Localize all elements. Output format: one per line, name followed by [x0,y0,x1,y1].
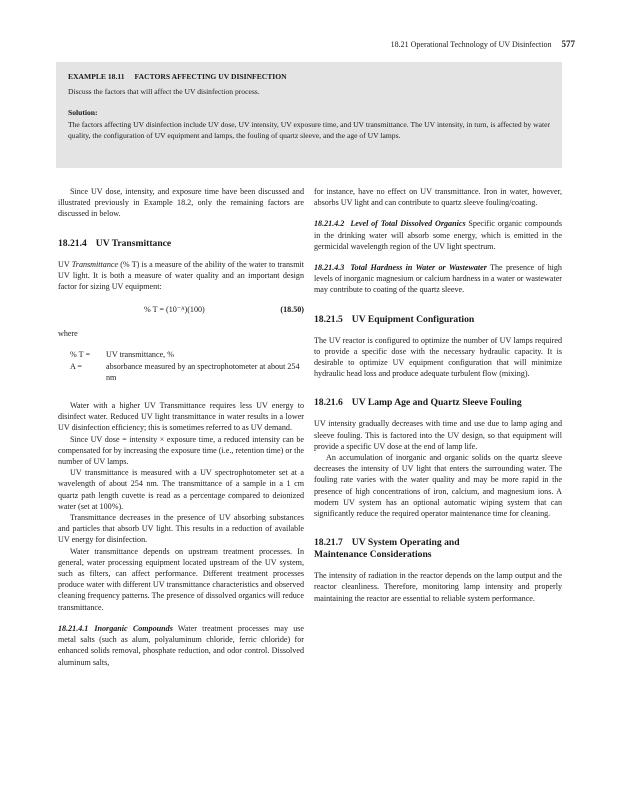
section-title: UV Equipment Configuration [351,313,475,325]
solution-label: Solution: [68,107,98,117]
section-heading-18-21-7 [314,537,562,561]
example-label: EXAMPLE 18.11 [68,72,125,81]
section-number: 18.21.7 [314,537,343,549]
subsection-18-21-4-3 [314,262,562,296]
text-run: (% T) is a measure of the ability of the water to transmit UV light. It is both a measure of water quality and an important design factor for sizing UV equipment: [58,259,304,292]
subsection-heading [314,263,487,272]
subsection-text: Specific organic compounds in the drinking water will absorb some energy, which is emitted in the germicidal wavelength region of the UV light spectrum. [314,219,562,251]
section-title: UV Lamp Age and Quartz Sleeve Fouling [351,397,522,409]
example-heading: FACTORS AFFECTING UV DISINFECTION [134,72,287,81]
paragraph: The UV reactor is configured to optimize the number of UV lamps required to provide a specific dose with the necessary hydraulic capacity. It is desirable to optimize UV equipment configuration that will minimize hydraulic head loss and produce adequate turbulent flow (mixing). [314,335,562,379]
example-question: Discuss the factors that will affect the UV disinfection process. [68,87,260,97]
continued-paragraph: for instance, have no effect on UV transmittance. Iron in water, however, absorbs UV light and can contribute to quartz sleeve fouling/coating. [314,187,562,208]
subsection-title: Level of Total Dissolved Organics [350,219,466,229]
subsection-text: Water treatment processes may use metal salts (such as alum, polyaluminum chloride, ferric chloride) for enhanced solids removal, phosphate reduction, and odor control. Dissolved aluminum salts, [58,623,304,667]
paragraph: Water transmittance depends on upstream treatment processes. In general, water processing equipment located upstream of the UV system, such as filters, can affect performance. Different treatment processes produce water with different UV transmittance characteristics and observed cleaning frequency patterns. The presence of dissolved organics will reduce transmittance. [58,546,304,612]
subsection-title: Total Hardness in Water or Wastewater [350,263,487,273]
paragraph: UV transmittance is measured with a UV spectrophotometer set at a wavelength of about 254 nm. The transmittance of a sample in a 1 cm quartz path length cuvette is read as a percentage compared to deionized water (set at 100%). [58,468,304,511]
equation-text: % T = (10⁻ᴬ)(100) [144,305,205,315]
intro-paragraph: Since UV dose, intensity, and exposure time have been discussed and illustrated previously in Example 18.2, only the remaining factors are discussed in below. [58,187,304,219]
subsection-heading [58,624,173,633]
section-number: 18.21.6 [314,397,343,409]
right-column [314,186,562,604]
subsection-18-21-4-2 [314,218,562,252]
subsection-title: Inorganic Compounds [94,623,173,633]
subsection-number: 18.21.4.2 [314,219,345,229]
equation-18-50 [58,304,304,318]
paragraph: Transmittance decreases in the presence of UV absorbing substances and particles that absorb UV light. This results in a reduction of available UV energy for disinfection. [58,513,304,545]
subsection-number: 18.21.4.1 [58,623,89,633]
paragraph: Since UV dose = intensity × exposure time, a reduced intensity can be compensated for by increasing the exposure time (i.e., retention time) or the number of UV lamps. [58,434,304,467]
section-title-continued: Maintenance Considerations [314,549,432,561]
page-number: 577 [561,39,575,49]
subsection-18-21-4-1 [58,623,304,668]
section-heading-18-21-4 [58,238,304,250]
section-title: UV System Operating and [351,537,460,549]
emphasis-term: Transmittance [71,259,119,269]
running-title: 18.21 Operational Technology of UV Disinfection [390,40,552,49]
variable-definition: absorbance measured by an spectrophotometer at about 254 nm [106,361,300,382]
variable-symbol: A = [70,361,82,371]
variable-item [70,349,304,360]
paragraph: The intensity of radiation in the reactor depends on the lamp output and the reactor cleanliness. Therefore, monitoring lamp intensity and properly maintaining the reactor are essential to reliable system performance. [314,571,562,603]
variable-item [70,361,304,383]
paragraph: UV intensity gradually decreases with time and use due to lamp aging and sleeve fouling. This is factored into the UV design, so that equipment will provide a specific UV dose at the end of lamp life. [314,419,562,451]
section-number: 18.21.5 [314,313,343,325]
section-title: UV Transmittance [95,237,172,249]
example-box [56,62,562,168]
transmittance-definition [58,259,304,293]
subsection-number: 18.21.4.3 [314,263,345,273]
variable-list [70,349,304,383]
variable-definition: UV transmittance, % [106,350,174,360]
example-title [68,72,550,82]
solution-text: The factors affecting UV disinfection include UV dose, UV intensity, UV exposure time, and UV transmittance. The UV intensity, in turn, is affected by water quality, the configuration of UV equipment and lamps, the fouling of quartz sleeve, and the age of UV lamps. [68,120,550,140]
section-number: 18.21.4 [58,237,87,249]
paragraph: Water with a higher UV Transmittance requires less UV energy to disinfect water. Reduced UV light transmittance in water results in a lower UV disinfection efficiency; this is sometimes referred to as UV demand. [58,401,304,433]
variable-symbol: % T = [70,350,91,360]
subsection-text: The presence of high levels of inorganic magnesium or calcium hardness in a water or wastewater may contribute to coating of the quartz sleeve. [314,263,562,295]
where-label: where [58,329,78,339]
running-header [0,39,575,49]
text-run: UV [58,259,72,269]
left-column [58,186,304,668]
paragraph: An accumulation of inorganic and organic solids on the quartz sleeve decreases the intensity of UV light that enters the surrounding water. The fouling rate varies with the water quality and may be more rapid in the presence of high concentrations of iron, calcium, and magnesium ions. A modern UV system has an optional automatic wiping system that can significantly reduce the required operator maintenance time for cleaning. [314,453,562,519]
subsection-heading [314,219,466,228]
equation-number: (18.50) [280,305,304,315]
section-heading-18-21-6 [314,397,562,409]
section-heading-18-21-5 [314,314,562,326]
